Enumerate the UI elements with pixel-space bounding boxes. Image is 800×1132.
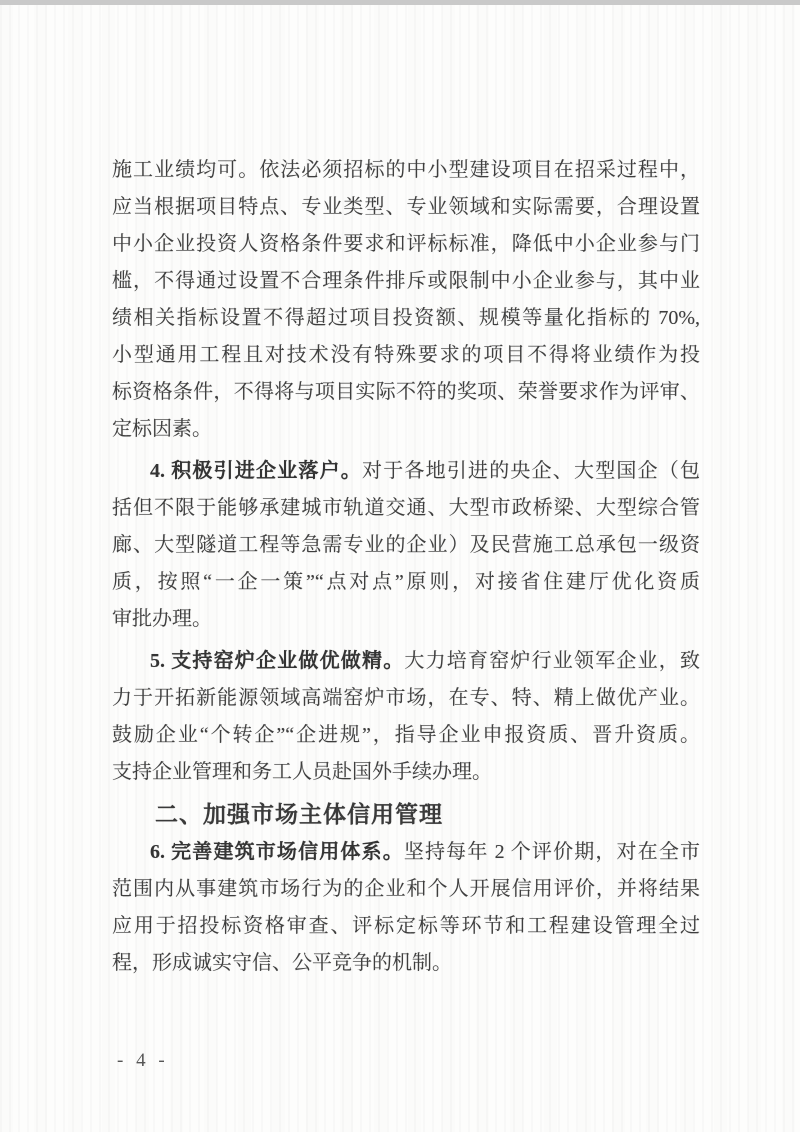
text-line: 中小企业投资人资格条件要求和评标标准，降低中小企业参与门 <box>112 233 700 255</box>
text-line: 鼓励企业“个转企”“企进规”，指导企业申报资质、晋升资质。 <box>112 724 700 746</box>
text-line: 廊、大型隧道工程等急需专业的企业）及民营施工总承包一级资 <box>112 534 700 556</box>
text-line: 标资格条件，不得将与项目实际不符的奖项、荣誉要求作为评审、 <box>112 381 700 403</box>
text-run: 对于各地引进的央企、大型国企（包 <box>362 460 700 482</box>
text-line: 范围内从事建筑市场行为的企业和个人开展信用评价，并将结果 <box>112 878 700 900</box>
text-line: 绩相关指标设置不得超过项目投资额、规模等量化指标的 70%, <box>112 307 700 329</box>
text-line: 施工业绩均可。依法必须招标的中小型建设项目在招采过程中， <box>112 159 700 181</box>
bold-lead-item-6: 6. 完善建筑市场信用体系。 <box>150 841 404 863</box>
scanner-edge-strip <box>0 0 800 5</box>
bold-lead-item-5: 5. 支持窑炉企业做优做精。 <box>150 650 405 672</box>
paragraph-continuation <box>112 152 700 448</box>
text-line: 应当根据项目特点、专业类型、专业领域和实际需要，合理设置 <box>112 196 700 218</box>
text-line: 力于开拓新能源领域高端窑炉市场，在专、特、精上做优产业。 <box>112 687 700 709</box>
page-number: - 4 - <box>117 1050 169 1071</box>
text-line <box>112 453 700 490</box>
text-line: 括但不限于能够承建城市轨道交通、大型市政桥梁、大型综合管 <box>112 497 700 519</box>
section-heading-2: 二、加强市场主体信用管理 <box>155 801 443 827</box>
list-item-6 <box>112 834 700 982</box>
text-line: 定标因素。 <box>112 418 212 440</box>
text-line <box>112 834 700 871</box>
bold-lead-item-4: 4. 积极引进企业落户。 <box>150 460 362 482</box>
text-run: 大力培育窑炉行业领军企业，致 <box>404 650 701 672</box>
text-line: 小型通用工程且对技术没有特殊要求的项目不得将业绩作为投 <box>112 344 700 366</box>
document-body <box>112 152 700 987</box>
text-line: 支持企业管理和务工人员赴国外手续办理。 <box>112 761 492 783</box>
list-item-4 <box>112 453 700 638</box>
text-run: 坚持每年 2 个评价期，对在全市 <box>403 841 701 863</box>
text-line: 审批办理。 <box>112 608 212 630</box>
text-line <box>112 643 700 680</box>
text-line: 槛，不得通过设置不合理条件排斥或限制中小企业参与，其中业 <box>112 270 700 292</box>
text-line: 应用于招投标资格审查、评标定标等环节和工程建设管理全过 <box>112 915 700 937</box>
text-line: 质，按照“一企一策”“点对点”原则，对接省住建厅优化资质 <box>112 571 700 593</box>
list-item-5 <box>112 643 700 791</box>
text-line: 程，形成诚实守信、公平竞争的机制。 <box>112 952 452 974</box>
